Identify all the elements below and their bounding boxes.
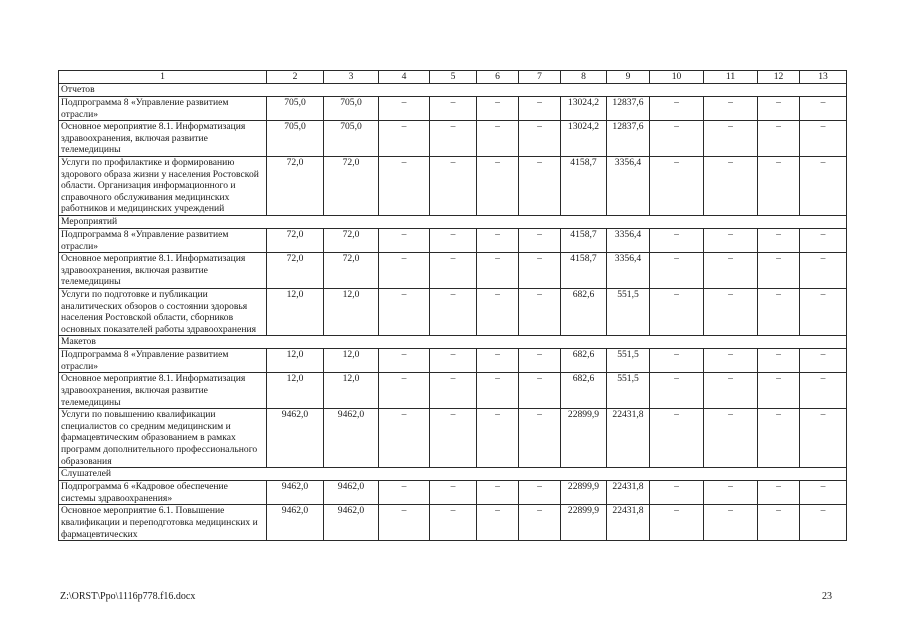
dash-cell: – bbox=[379, 409, 430, 468]
dash-cell: – bbox=[430, 481, 477, 505]
page-number: 23 bbox=[822, 591, 832, 602]
cell-col-9: 22431,8 bbox=[607, 505, 650, 541]
cell-col-3: 12,0 bbox=[324, 373, 379, 409]
table-row bbox=[59, 253, 847, 289]
dash-cell: – bbox=[650, 253, 704, 289]
column-header-6: 6 bbox=[477, 71, 519, 84]
row-name: Подпрограмма 6 «Кадровое обеспечение системы здравоохранения» bbox=[59, 481, 267, 505]
dash-cell: – bbox=[379, 481, 430, 505]
dash-cell: – bbox=[800, 349, 847, 373]
dash-cell: – bbox=[379, 373, 430, 409]
row-name: Подпрограмма 8 «Управление развитием отрасли» bbox=[59, 97, 267, 121]
dash-cell: – bbox=[519, 409, 561, 468]
dash-cell: – bbox=[519, 288, 561, 335]
dash-cell: – bbox=[704, 253, 758, 289]
dash-cell: – bbox=[519, 253, 561, 289]
dash-cell: – bbox=[430, 228, 477, 252]
table-row bbox=[59, 288, 847, 335]
dash-cell: – bbox=[650, 409, 704, 468]
dash-cell: – bbox=[758, 505, 800, 541]
dash-cell: – bbox=[704, 228, 758, 252]
cell-col-9: 12837,6 bbox=[607, 97, 650, 121]
dash-cell: – bbox=[650, 228, 704, 252]
dash-cell: – bbox=[800, 505, 847, 541]
column-number-row bbox=[59, 71, 847, 84]
dash-cell: – bbox=[519, 228, 561, 252]
dash-cell: – bbox=[800, 97, 847, 121]
dash-cell: – bbox=[430, 121, 477, 157]
dash-cell: – bbox=[704, 156, 758, 215]
cell-col-3: 12,0 bbox=[324, 288, 379, 335]
cell-col-2: 9462,0 bbox=[267, 409, 324, 468]
section-row bbox=[59, 336, 847, 349]
dash-cell: – bbox=[477, 156, 519, 215]
section-row bbox=[59, 215, 847, 228]
cell-col-8: 682,6 bbox=[561, 288, 607, 335]
dash-cell: – bbox=[758, 228, 800, 252]
column-header-9: 9 bbox=[607, 71, 650, 84]
dash-cell: – bbox=[704, 121, 758, 157]
dash-cell: – bbox=[430, 156, 477, 215]
cell-col-3: 9462,0 bbox=[324, 481, 379, 505]
cell-col-2: 12,0 bbox=[267, 288, 324, 335]
section-label: Слушателей bbox=[59, 468, 847, 481]
cell-col-9: 3356,4 bbox=[607, 253, 650, 289]
row-name: Услуги по профилактике и формированию здорового образа жизни у населения Ростовской области. Организация информационного и справочного обслуживания медицинских работников и медицинских учреждений bbox=[59, 156, 267, 215]
section-label: Макетов bbox=[59, 336, 847, 349]
cell-col-9: 551,5 bbox=[607, 373, 650, 409]
dash-cell: – bbox=[704, 97, 758, 121]
dash-cell: – bbox=[800, 121, 847, 157]
dash-cell: – bbox=[704, 481, 758, 505]
section-label: Отчетов bbox=[59, 84, 847, 97]
cell-col-8: 4158,7 bbox=[561, 156, 607, 215]
column-header-4: 4 bbox=[379, 71, 430, 84]
cell-col-2: 12,0 bbox=[267, 373, 324, 409]
table-row bbox=[59, 481, 847, 505]
dash-cell: – bbox=[650, 505, 704, 541]
dash-cell: – bbox=[430, 253, 477, 289]
dash-cell: – bbox=[519, 156, 561, 215]
dash-cell: – bbox=[519, 373, 561, 409]
table-row bbox=[59, 349, 847, 373]
dash-cell: – bbox=[650, 156, 704, 215]
dash-cell: – bbox=[800, 253, 847, 289]
cell-col-8: 4158,7 bbox=[561, 253, 607, 289]
cell-col-9: 551,5 bbox=[607, 288, 650, 335]
dash-cell: – bbox=[758, 288, 800, 335]
dash-cell: – bbox=[800, 481, 847, 505]
cell-col-3: 72,0 bbox=[324, 156, 379, 215]
table-row bbox=[59, 156, 847, 215]
dash-cell: – bbox=[477, 481, 519, 505]
cell-col-8: 22899,9 bbox=[561, 409, 607, 468]
cell-col-8: 13024,2 bbox=[561, 97, 607, 121]
dash-cell: – bbox=[800, 156, 847, 215]
dash-cell: – bbox=[704, 373, 758, 409]
dash-cell: – bbox=[379, 349, 430, 373]
cell-col-2: 12,0 bbox=[267, 349, 324, 373]
table-row bbox=[59, 505, 847, 541]
cell-col-9: 3356,4 bbox=[607, 156, 650, 215]
cell-col-8: 13024,2 bbox=[561, 121, 607, 157]
row-name: Услуги по подготовке и публикации аналитических обзоров о состоянии здоровья населения Ростовской области, сборников основных показателей работы здравоохранения bbox=[59, 288, 267, 335]
dash-cell: – bbox=[430, 409, 477, 468]
dash-cell: – bbox=[758, 121, 800, 157]
dash-cell: – bbox=[519, 349, 561, 373]
table-row bbox=[59, 373, 847, 409]
cell-col-3: 9462,0 bbox=[324, 505, 379, 541]
cell-col-3: 705,0 bbox=[324, 121, 379, 157]
dash-cell: – bbox=[650, 373, 704, 409]
dash-cell: – bbox=[477, 228, 519, 252]
cell-col-9: 551,5 bbox=[607, 349, 650, 373]
dash-cell: – bbox=[477, 409, 519, 468]
dash-cell: – bbox=[650, 97, 704, 121]
dash-cell: – bbox=[430, 373, 477, 409]
footer-file-path: Z:\ORST\Ppo\1116p778.f16.docx bbox=[60, 591, 196, 602]
dash-cell: – bbox=[650, 288, 704, 335]
dash-cell: – bbox=[704, 288, 758, 335]
dash-cell: – bbox=[379, 505, 430, 541]
cell-col-8: 4158,7 bbox=[561, 228, 607, 252]
table-row bbox=[59, 409, 847, 468]
row-name: Основное мероприятие 8.1. Информатизация здравоохранения, включая развитие телемедицины bbox=[59, 121, 267, 157]
dash-cell: – bbox=[650, 121, 704, 157]
cell-col-2: 72,0 bbox=[267, 156, 324, 215]
row-name: Основное мероприятие 8.1. Информатизация здравоохранения, включая развитие телемедицины bbox=[59, 373, 267, 409]
row-name: Услуги по повышению квалификации специалистов со средним медицинским и фармацевтическим образованием в рамках программ дополнительного профессионального образования bbox=[59, 409, 267, 468]
cell-col-8: 682,6 bbox=[561, 349, 607, 373]
cell-col-2: 705,0 bbox=[267, 121, 324, 157]
dash-cell: – bbox=[379, 97, 430, 121]
table-body bbox=[59, 71, 847, 541]
column-header-10: 10 bbox=[650, 71, 704, 84]
dash-cell: – bbox=[758, 97, 800, 121]
section-row bbox=[59, 84, 847, 97]
row-name: Основное мероприятие 8.1. Информатизация здравоохранения, включая развитие телемедицины bbox=[59, 253, 267, 289]
dash-cell: – bbox=[430, 97, 477, 121]
dash-cell: – bbox=[379, 288, 430, 335]
dash-cell: – bbox=[379, 228, 430, 252]
column-header-1: 1 bbox=[59, 71, 267, 84]
cell-col-8: 22899,9 bbox=[561, 481, 607, 505]
dash-cell: – bbox=[758, 349, 800, 373]
dash-cell: – bbox=[430, 349, 477, 373]
column-header-7: 7 bbox=[519, 71, 561, 84]
cell-col-3: 72,0 bbox=[324, 228, 379, 252]
cell-col-3: 72,0 bbox=[324, 253, 379, 289]
cell-col-8: 682,6 bbox=[561, 373, 607, 409]
dash-cell: – bbox=[379, 156, 430, 215]
cell-col-3: 9462,0 bbox=[324, 409, 379, 468]
cell-col-8: 22899,9 bbox=[561, 505, 607, 541]
cell-col-2: 705,0 bbox=[267, 97, 324, 121]
dash-cell: – bbox=[758, 409, 800, 468]
dash-cell: – bbox=[800, 228, 847, 252]
dash-cell: – bbox=[704, 505, 758, 541]
dash-cell: – bbox=[477, 373, 519, 409]
cell-col-2: 9462,0 bbox=[267, 505, 324, 541]
row-name: Подпрограмма 8 «Управление развитием отрасли» bbox=[59, 228, 267, 252]
column-header-12: 12 bbox=[758, 71, 800, 84]
table-row bbox=[59, 121, 847, 157]
cell-col-3: 705,0 bbox=[324, 97, 379, 121]
cell-col-9: 22431,8 bbox=[607, 409, 650, 468]
dash-cell: – bbox=[758, 156, 800, 215]
dash-cell: – bbox=[430, 288, 477, 335]
dash-cell: – bbox=[800, 409, 847, 468]
section-label: Мероприятий bbox=[59, 215, 847, 228]
dash-cell: – bbox=[758, 253, 800, 289]
dash-cell: – bbox=[477, 349, 519, 373]
column-header-3: 3 bbox=[324, 71, 379, 84]
dash-cell: – bbox=[477, 288, 519, 335]
cell-col-2: 72,0 bbox=[267, 253, 324, 289]
dash-cell: – bbox=[477, 253, 519, 289]
column-header-2: 2 bbox=[267, 71, 324, 84]
dash-cell: – bbox=[379, 121, 430, 157]
table-row bbox=[59, 97, 847, 121]
column-header-11: 11 bbox=[704, 71, 758, 84]
dash-cell: – bbox=[477, 97, 519, 121]
dash-cell: – bbox=[430, 505, 477, 541]
section-row bbox=[59, 468, 847, 481]
row-name: Подпрограмма 8 «Управление развитием отрасли» bbox=[59, 349, 267, 373]
cell-col-9: 22431,8 bbox=[607, 481, 650, 505]
table-row bbox=[59, 228, 847, 252]
dash-cell: – bbox=[800, 288, 847, 335]
dash-cell: – bbox=[519, 121, 561, 157]
dash-cell: – bbox=[477, 121, 519, 157]
budget-table bbox=[58, 70, 847, 541]
dash-cell: – bbox=[650, 349, 704, 373]
cell-col-9: 12837,6 bbox=[607, 121, 650, 157]
dash-cell: – bbox=[519, 505, 561, 541]
dash-cell: – bbox=[704, 349, 758, 373]
dash-cell: – bbox=[477, 505, 519, 541]
cell-col-9: 3356,4 bbox=[607, 228, 650, 252]
dash-cell: – bbox=[650, 481, 704, 505]
dash-cell: – bbox=[704, 409, 758, 468]
dash-cell: – bbox=[800, 373, 847, 409]
column-header-5: 5 bbox=[430, 71, 477, 84]
cell-col-3: 12,0 bbox=[324, 349, 379, 373]
dash-cell: – bbox=[758, 481, 800, 505]
row-name: Основное мероприятие 6.1. Повышение квалификации и переподготовка медицинских и фармацевтических bbox=[59, 505, 267, 541]
cell-col-2: 72,0 bbox=[267, 228, 324, 252]
dash-cell: – bbox=[758, 373, 800, 409]
dash-cell: – bbox=[519, 481, 561, 505]
dash-cell: – bbox=[379, 253, 430, 289]
dash-cell: – bbox=[519, 97, 561, 121]
cell-col-2: 9462,0 bbox=[267, 481, 324, 505]
column-header-8: 8 bbox=[561, 71, 607, 84]
column-header-13: 13 bbox=[800, 71, 847, 84]
